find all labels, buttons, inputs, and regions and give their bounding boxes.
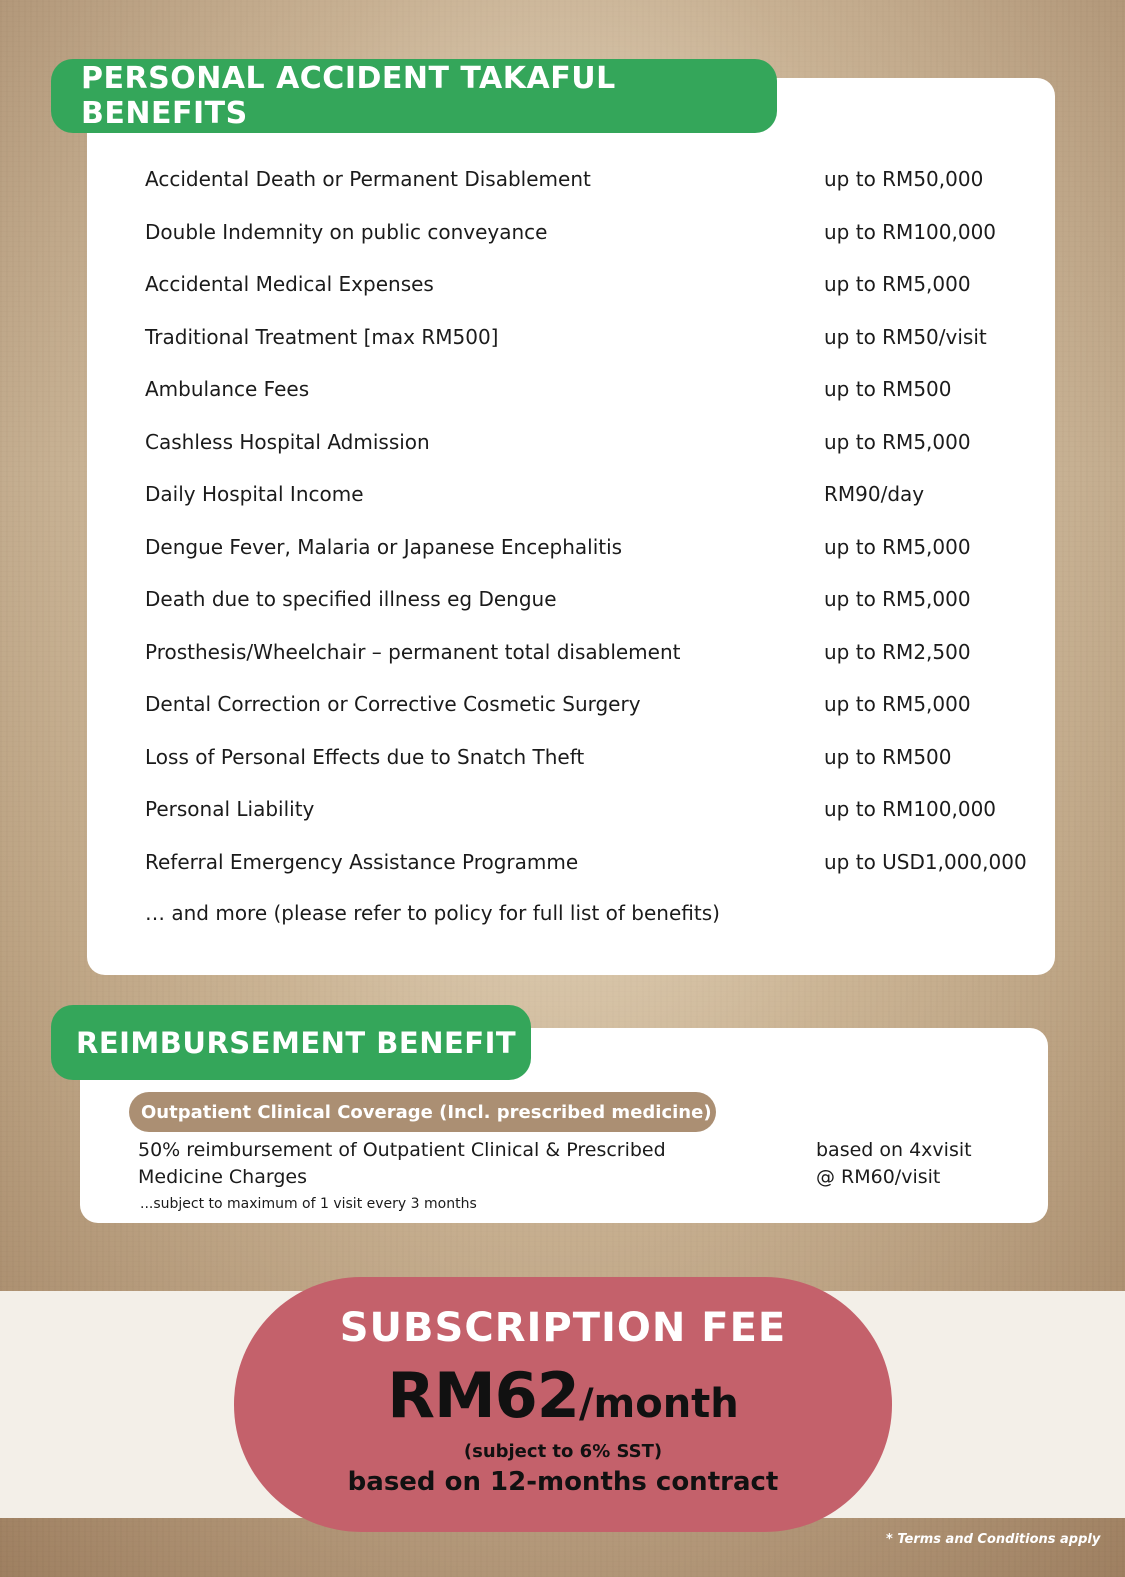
benefit-amount: up to RM5,000 [824,535,971,559]
benefit-name: Personal Liability [145,797,315,821]
benefit-name: Loss of Personal Effects due to Snatch Theft [145,745,585,769]
benefits-title: PERSONAL ACCIDENT TAKAFUL BENEFITS [81,61,616,131]
reimbursement-description-line: Medicine Charges [138,1166,307,1188]
benefit-name: Daily Hospital Income [145,482,364,506]
subscription-amount: RM62 [387,1359,579,1432]
benefit-row [145,377,1045,407]
benefit-amount: up to RM500 [824,745,952,769]
benefit-row [145,587,1045,617]
benefit-amount: up to RM50,000 [824,167,984,191]
benefit-amount: up to RM5,000 [824,272,971,296]
benefit-name: Dengue Fever, Malaria or Japanese Encephalitis [145,535,623,559]
benefit-name: Cashless Hospital Admission [145,430,430,454]
subscription-unit: /month [578,1381,739,1427]
benefit-name: Dental Correction or Corrective Cosmetic Surgery [145,692,641,716]
subscription-price [234,1359,892,1432]
benefit-name: Double Indemnity on public conveyance [145,220,548,244]
benefit-name: Accidental Death or Permanent Disablement [145,167,591,191]
more-benefits-note: … and more (please refer to policy for full list of benefits) [145,901,720,925]
reimbursement-basis-line: based on 4xvisit [816,1139,972,1161]
benefit-amount: up to RM5,000 [824,587,971,611]
benefit-amount: up to USD1,000,000 [824,850,1027,874]
benefit-row [145,272,1045,302]
coverage-label: Outpatient Clinical Coverage (Incl. prescribed medicine) [141,1101,712,1123]
benefit-row [145,220,1045,250]
terms-note: * Terms and Conditions apply [886,1532,1101,1547]
subscription-fee-pill [234,1277,892,1532]
benefit-amount: up to RM5,000 [824,692,971,716]
benefit-name: Death due to specified illness eg Dengue [145,587,557,611]
reimbursement-note: ...subject to maximum of 1 visit every 3 months [140,1196,477,1212]
benefits-card [87,78,1055,975]
benefit-name: Traditional Treatment [max RM500] [145,325,499,349]
reimbursement-description [138,1137,666,1191]
benefit-name: Referral Emergency Assistance Programme [145,850,579,874]
benefit-row [145,535,1045,565]
subscription-tax-note: (subject to 6% SST) [463,1441,663,1462]
benefit-amount: up to RM50/visit [824,325,987,349]
benefit-amount: up to RM100,000 [824,797,997,821]
benefit-row [145,325,1045,355]
benefit-name: Accidental Medical Expenses [145,272,434,296]
benefit-row [145,797,1045,827]
coverage-label-pill [129,1092,716,1132]
subscription-fee-title: SUBSCRIPTION FEE [339,1305,787,1351]
benefit-amount: up to RM500 [824,377,952,401]
reimbursement-title-banner [51,1005,531,1080]
benefit-row [145,640,1045,670]
subscription-contract: based on 12-months contract [347,1467,779,1497]
reimbursement-basis [816,1137,972,1191]
benefit-amount: up to RM2,500 [824,640,971,664]
benefit-row [145,430,1045,460]
benefit-row [145,850,1045,880]
benefit-row [145,692,1045,722]
reimbursement-description-line: 50% reimbursement of Outpatient Clinical & Prescribed [138,1139,666,1161]
benefit-row [145,167,1045,197]
benefit-amount: up to RM100,000 [824,220,997,244]
benefit-amount: up to RM5,000 [824,430,971,454]
benefits-title-banner [51,59,777,133]
benefit-name: Ambulance Fees [145,377,310,401]
benefit-row [145,482,1045,512]
benefit-row [145,745,1045,775]
reimbursement-title: REIMBURSEMENT BENEFIT [76,1025,517,1060]
reimbursement-basis-line: @ RM60/visit [816,1166,941,1188]
benefit-name: Prosthesis/Wheelchair – permanent total disablement [145,640,681,664]
benefit-amount: RM90/day [824,482,925,506]
